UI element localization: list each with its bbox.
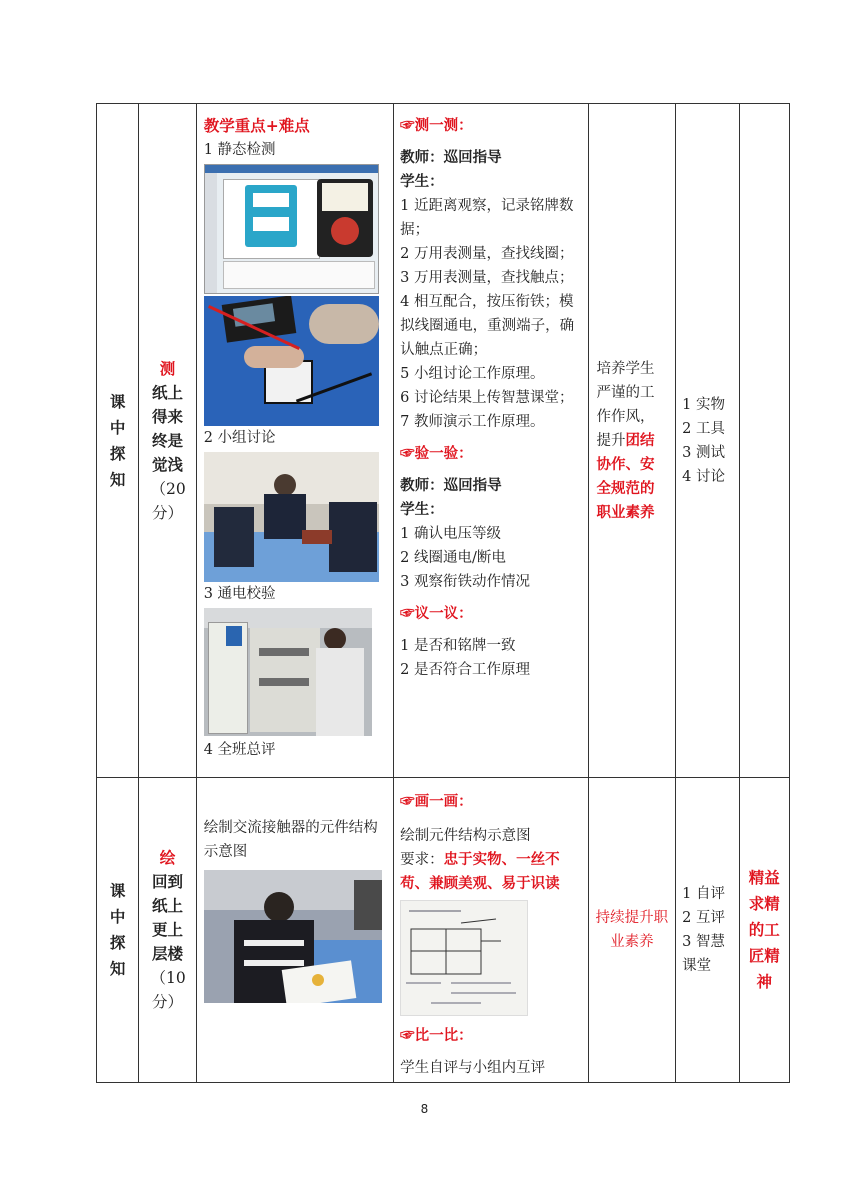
ideology-cell	[739, 104, 789, 778]
methods-cell	[676, 104, 739, 778]
phase-cell	[139, 778, 196, 1083]
page-number: 8	[420, 1102, 429, 1116]
step-1: 1 静态检测	[203, 142, 276, 158]
stage-cell	[97, 778, 139, 1083]
method-item: 1 自评	[682, 886, 725, 902]
list-item: 2 万用表测量，查找线圈；	[400, 246, 574, 262]
method-item: 4 讨论	[682, 468, 725, 485]
draw-requirement: 要求：忠于实物、一丝不苟、兼顾美观、易于识读	[400, 851, 560, 892]
method-item: 1 实物	[682, 396, 725, 413]
list-item: 4 相互配合，按压衔铁；模拟线圈通电，重测端子，确认触点正确；	[400, 294, 575, 358]
group-discussion-photo	[204, 452, 379, 582]
methods-cell	[676, 778, 739, 1083]
list-item: 3 万用表测量，查找触点；	[400, 270, 574, 286]
teacher-role: 教师：巡回指导	[400, 149, 502, 166]
student-role: 学生：	[400, 501, 444, 518]
list-item: 5 小组讨论工作原理。	[400, 366, 545, 382]
goal-text: 培养学生严谨的工作作风，提升	[596, 360, 655, 449]
simulation-screenshot	[204, 164, 379, 294]
list-item: 3 观察衔铁动作情况	[400, 574, 530, 590]
section-title-discuss: ☞议一议：	[400, 605, 473, 622]
method-item: 3 测试	[682, 444, 725, 461]
phase-key: 测	[159, 358, 176, 378]
list-item: 1 确认电压等级	[400, 526, 501, 542]
goals-cell	[588, 104, 676, 778]
requirement-highlight: 忠于实物、一丝不苟、兼顾美观、易于识读	[400, 851, 560, 892]
student-role: 学生：	[400, 173, 444, 190]
phase-time: （10分）	[150, 969, 186, 1011]
activities-cell	[394, 778, 588, 1083]
teacher-role: 教师：巡回指导	[400, 477, 502, 494]
schematic-drawing-photo	[400, 900, 528, 1016]
method-item: 2 工具	[682, 420, 725, 437]
step-2: 2 小组讨论	[203, 430, 276, 446]
stage-cell	[97, 104, 139, 778]
stage-label: 课中探知	[109, 391, 126, 489]
table-row	[97, 778, 790, 1083]
goal-highlight: 持续提升职业素养	[595, 910, 669, 950]
list-item: 2 线圈通电/断电	[400, 550, 506, 566]
ideology-text: 精益求精的工匠精神	[748, 868, 780, 991]
list-item: 1 近距离观察，记录铭牌数据；	[400, 198, 574, 238]
list-item: 6 讨论结果上传智慧课堂；	[400, 390, 574, 406]
goal-highlight: 团结协作、安全规范的职业素养	[596, 431, 655, 521]
lesson-plan-table	[96, 103, 790, 1083]
step-4: 4 全班总评	[203, 742, 276, 758]
phase-description: 纸上得来终是觉浅	[151, 382, 183, 474]
compare-task: 学生自评与小组内互评	[400, 1060, 546, 1076]
activities-cell	[394, 104, 588, 778]
multimeter-photo	[204, 296, 379, 426]
drawing-student-photo	[204, 870, 382, 1003]
phase-time: （20分）	[150, 479, 186, 522]
list-item: 2 是否符合工作原理	[400, 662, 530, 678]
stage-label: 课中探知	[109, 881, 126, 978]
section-title-measure: ☞测一测：	[400, 117, 473, 134]
section-title-compare: ☞比一比：	[400, 1027, 473, 1044]
draw-task: 绘制元件结构示意图	[400, 828, 531, 844]
section-title-draw: ☞画一画：	[400, 793, 473, 810]
content-text: 绘制交流接触器的元件结构示意图	[203, 820, 378, 860]
content-cell	[196, 104, 393, 778]
phase-cell	[139, 104, 196, 778]
list-item: 7 教师演示工作原理。	[400, 414, 545, 430]
section-title-verify: ☞验一验：	[400, 445, 473, 462]
content-cell	[196, 778, 393, 1083]
list-item: 1 是否和铭牌一致	[400, 638, 516, 654]
power-test-photo	[204, 608, 372, 736]
ideology-cell	[739, 778, 789, 1083]
method-item: 2 互评	[682, 910, 725, 926]
content-title: 教学重点+难点	[203, 116, 310, 135]
phase-description: 回到纸上更上层楼	[151, 872, 183, 963]
step-3: 3 通电校验	[203, 586, 276, 602]
phase-key: 绘	[159, 848, 176, 867]
goals-cell	[588, 778, 676, 1083]
method-item: 3 智慧课堂	[682, 934, 725, 974]
table-row	[97, 104, 790, 778]
